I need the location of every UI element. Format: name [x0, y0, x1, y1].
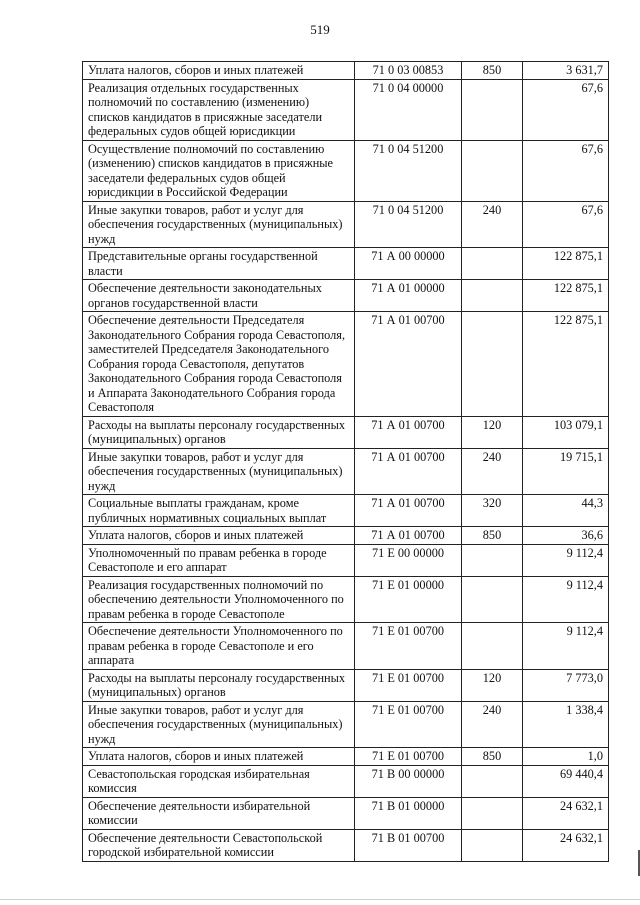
row-code-cell: 71 А 00 00000: [355, 248, 462, 280]
row-name-cell: Севастопольская городская избирательная комиссия: [83, 765, 355, 797]
row-code-cell: 71 А 01 00700: [355, 448, 462, 495]
row-expense-type-cell: 850: [462, 748, 523, 766]
row-amount-cell: 122 875,1: [523, 280, 609, 312]
row-expense-type-cell: [462, 140, 523, 201]
row-code-cell: 71 Е 01 00700: [355, 701, 462, 748]
row-amount-cell: 9 112,4: [523, 576, 609, 623]
table-row: [83, 748, 609, 766]
row-name-cell: Обеспечение деятельности законодательных органов государственной власти: [83, 280, 355, 312]
row-name-cell: Уплата налогов, сборов и иных платежей: [83, 62, 355, 80]
row-expense-type-cell: 850: [462, 527, 523, 545]
row-name-cell: Расходы на выплаты персоналу государственных (муниципальных) органов: [83, 669, 355, 701]
row-amount-cell: 67,6: [523, 79, 609, 140]
row-code-cell: 71 Е 01 00700: [355, 623, 462, 670]
row-code-cell: 71 А 01 00700: [355, 312, 462, 417]
row-code-cell: 71 0 03 00853: [355, 62, 462, 80]
row-code-cell: 71 Е 00 00000: [355, 544, 462, 576]
row-expense-type-cell: [462, 765, 523, 797]
row-expense-type-cell: 240: [462, 448, 523, 495]
row-amount-cell: 1,0: [523, 748, 609, 766]
row-expense-type-cell: [462, 248, 523, 280]
table-row: [83, 544, 609, 576]
row-name-cell: Обеспечение деятельности Севастопольской городской избирательной комиссии: [83, 829, 355, 861]
table-row: [83, 701, 609, 748]
row-code-cell: 71 Е 01 00000: [355, 576, 462, 623]
row-expense-type-cell: 850: [462, 62, 523, 80]
row-name-cell: Реализация отдельных государственных полномочий по составлению (изменению) списков кандидатов в присяжные заседатели федеральных судов общей юрисдикции: [83, 79, 355, 140]
row-expense-type-cell: [462, 79, 523, 140]
row-name-cell: Уплата налогов, сборов и иных платежей: [83, 748, 355, 766]
row-name-cell: Расходы на выплаты персоналу государственных (муниципальных) органов: [83, 416, 355, 448]
table-row: [83, 62, 609, 80]
row-amount-cell: 67,6: [523, 201, 609, 248]
row-name-cell: Иные закупки товаров, работ и услуг для обеспечения государственных (муниципальных) нужд: [83, 701, 355, 748]
row-name-cell: Реализация государственных полномочий по обеспечению деятельности Уполномоченного по правам ребенка в городе Севастополе: [83, 576, 355, 623]
row-amount-cell: 3 631,7: [523, 62, 609, 80]
budget-table: [82, 61, 609, 862]
row-expense-type-cell: [462, 623, 523, 670]
page-number: 519: [310, 22, 330, 37]
row-expense-type-cell: 120: [462, 416, 523, 448]
row-expense-type-cell: [462, 829, 523, 861]
row-amount-cell: 9 112,4: [523, 544, 609, 576]
row-amount-cell: 24 632,1: [523, 797, 609, 829]
table-row: [83, 623, 609, 670]
table-row: [83, 527, 609, 545]
row-name-cell: Иные закупки товаров, работ и услуг для обеспечения государственных (муниципальных) нужд: [83, 201, 355, 248]
row-name-cell: Обеспечение деятельности избирательной комиссии: [83, 797, 355, 829]
row-name-cell: Осуществление полномочий по составлению (изменению) списков кандидатов в присяжные заседатели федеральных судов общей юрисдикции в Российской Федерации: [83, 140, 355, 201]
row-amount-cell: 67,6: [523, 140, 609, 201]
row-code-cell: 71 В 01 00700: [355, 829, 462, 861]
row-amount-cell: 69 440,4: [523, 765, 609, 797]
table-row: [83, 495, 609, 527]
table-row: [83, 79, 609, 140]
row-expense-type-cell: [462, 312, 523, 417]
row-expense-type-cell: 240: [462, 701, 523, 748]
budget-table-body: [83, 62, 609, 862]
row-code-cell: 71 0 04 51200: [355, 140, 462, 201]
row-code-cell: 71 А 01 00700: [355, 495, 462, 527]
table-row: [83, 140, 609, 201]
row-code-cell: 71 В 00 00000: [355, 765, 462, 797]
row-amount-cell: 24 632,1: [523, 829, 609, 861]
row-amount-cell: 19 715,1: [523, 448, 609, 495]
row-expense-type-cell: [462, 544, 523, 576]
row-expense-type-cell: 120: [462, 669, 523, 701]
row-name-cell: Уполномоченный по правам ребенка в городе Севастополе и его аппарат: [83, 544, 355, 576]
row-code-cell: 71 А 01 00700: [355, 416, 462, 448]
table-row: [83, 797, 609, 829]
row-code-cell: 71 0 04 00000: [355, 79, 462, 140]
row-code-cell: 71 0 04 51200: [355, 201, 462, 248]
table-row: [83, 765, 609, 797]
row-expense-type-cell: 240: [462, 201, 523, 248]
row-expense-type-cell: 320: [462, 495, 523, 527]
row-code-cell: 71 А 01 00000: [355, 280, 462, 312]
row-expense-type-cell: [462, 797, 523, 829]
row-amount-cell: 36,6: [523, 527, 609, 545]
row-code-cell: 71 А 01 00700: [355, 527, 462, 545]
row-name-cell: Уплата налогов, сборов и иных платежей: [83, 527, 355, 545]
row-amount-cell: 122 875,1: [523, 312, 609, 417]
row-expense-type-cell: [462, 576, 523, 623]
row-name-cell: Представительные органы государственной власти: [83, 248, 355, 280]
row-amount-cell: 103 079,1: [523, 416, 609, 448]
table-row: [83, 312, 609, 417]
table-row: [83, 448, 609, 495]
row-amount-cell: 7 773,0: [523, 669, 609, 701]
row-name-cell: Обеспечение деятельности Председателя Законодательного Собрания города Севастополя, заместителей Председателя Законодательного Собрания города Севастополя, депутатов Законодательного Собрания города Севастополя и Аппарата Законодательного Собрания города Севастополя: [83, 312, 355, 417]
row-amount-cell: 1 338,4: [523, 701, 609, 748]
row-amount-cell: 44,3: [523, 495, 609, 527]
row-amount-cell: 9 112,4: [523, 623, 609, 670]
row-name-cell: Иные закупки товаров, работ и услуг для обеспечения государственных (муниципальных) нужд: [83, 448, 355, 495]
scan-edge-line: [0, 899, 640, 900]
row-code-cell: 71 Е 01 00700: [355, 748, 462, 766]
row-name-cell: Социальные выплаты гражданам, кроме публичных нормативных социальных выплат: [83, 495, 355, 527]
table-row: [83, 829, 609, 861]
table-row: [83, 416, 609, 448]
table-row: [83, 576, 609, 623]
table-row: [83, 248, 609, 280]
table-row: [83, 201, 609, 248]
row-code-cell: 71 В 01 00000: [355, 797, 462, 829]
table-row: [83, 669, 609, 701]
row-amount-cell: 122 875,1: [523, 248, 609, 280]
row-name-cell: Обеспечение деятельности Уполномоченного по правам ребенка в городе Севастополе и его аппарата: [83, 623, 355, 670]
table-row: [83, 280, 609, 312]
row-code-cell: 71 Е 01 00700: [355, 669, 462, 701]
row-expense-type-cell: [462, 280, 523, 312]
